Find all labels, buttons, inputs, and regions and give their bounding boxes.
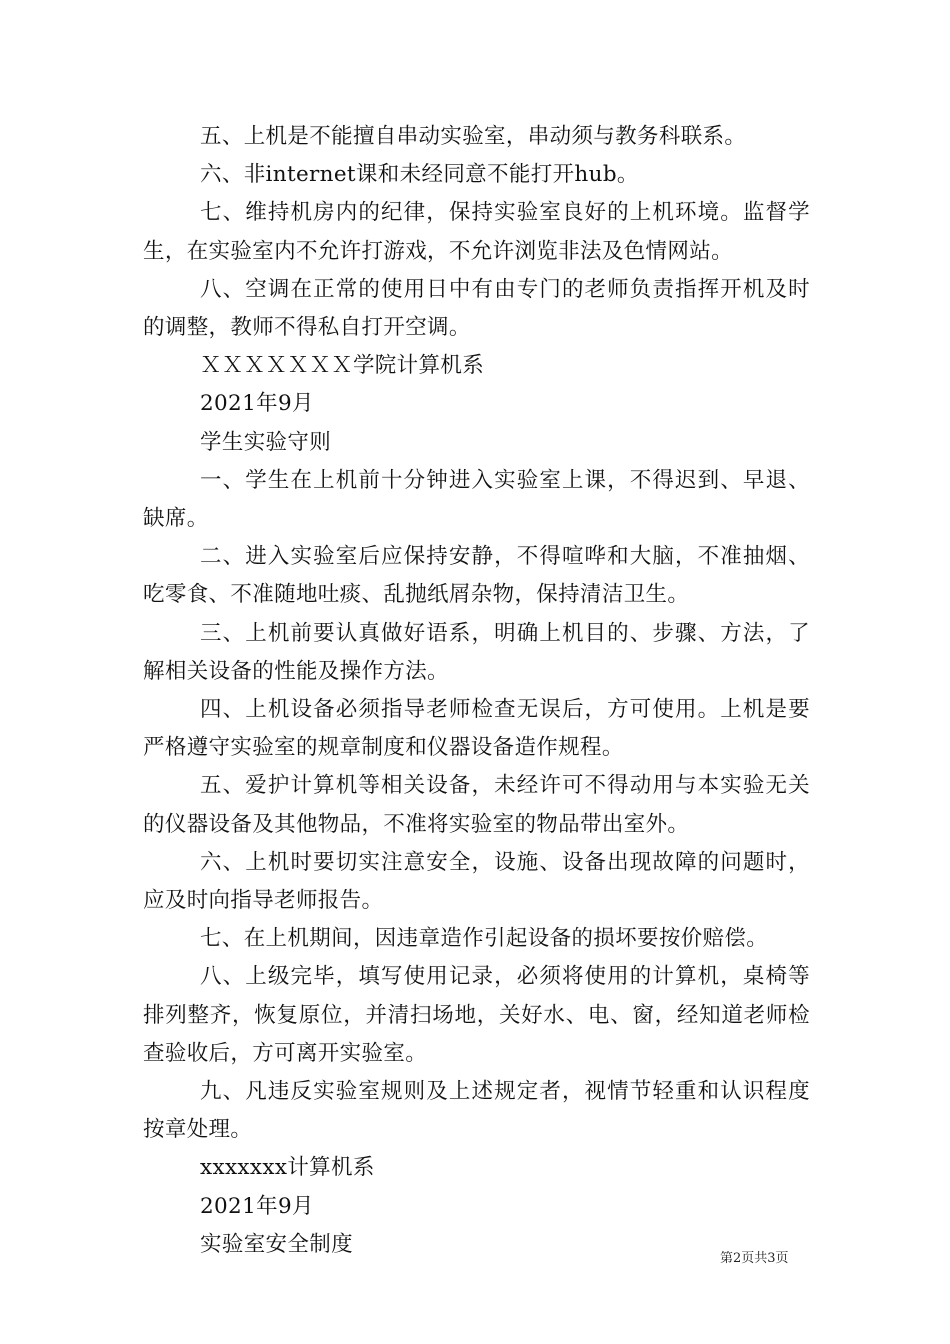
student-rule-2: 二、进入实验室后应保持安静，不得喧哗和大脑，不准抽烟、吃零食、不准随地吐痰、乱抛纸屑杂物，保持清洁卫生。 (143, 544, 810, 608)
student-rule-5: 五、爱护计算机等相关设备，未经许可不得动用与本实验无关的仪器设备及其他物品，不准将实验室的物品带出室外。 (143, 773, 810, 837)
paragraph-rule-5: 五、上机是不能擅自串动实验室，串动须与教务科联系。 (200, 124, 747, 149)
student-rule-3: 三、上机前要认真做好语系，明确上机目的、步骤、方法，了解相关设备的性能及操作方法。 (143, 620, 810, 684)
paragraph-rule-6: 六、非internet课和未经同意不能打开hub。 (200, 162, 639, 188)
section-title-student-rules: 学生实验守则 (200, 429, 332, 455)
section-title-safety-rules: 实验室安全制度 (200, 1231, 353, 1257)
signature-date: 2021年9月 (200, 391, 314, 417)
student-rule-8: 八、上级完毕，填写使用记录，必须将使用的计算机，桌椅等排列整齐，恢复原位，并清扫场地，关好水、电、窗，经知道老师检查验收后，方可离开实验室。 (143, 964, 810, 1066)
paragraph-rule-8: 八、空调在正常的使用日中有由专门的老师负责指挥开机及时的调整，教师不得私自打开空调。 (143, 276, 810, 341)
student-rule-4: 四、上机设备必须指导老师检查无误后，方可使用。上机是要严格遵守实验室的规章制度和仪器设备造作规程。 (143, 697, 810, 761)
signature-date-2: 2021年9月 (200, 1193, 314, 1219)
signature-department-2: xxxxxxx计算机系 (200, 1155, 375, 1181)
student-rule-6: 六、上机时要切实注意安全，设施、设备出现故障的问题时，应及时向指导老师报告。 (143, 849, 810, 914)
signature-department: ＸＸＸＸＸＸＸ学院计算机系 (200, 353, 485, 379)
document-body (143, 118, 810, 1264)
student-rule-9: 九、凡违反实验室规则及上述规定者，视情节轻重和认识程度按章处理。 (143, 1079, 810, 1143)
student-rule-7: 七、在上机期间，因违章造作引起设备的损坏要按价赔偿。 (200, 926, 769, 952)
paragraph-rule-7: 七、维持机房内的纪律，保持实验室良好的上机环境。监督学生，在实验室内不允许打游戏，不允许浏览非法及色情网站。 (143, 200, 810, 264)
page-number-footer: 第2页共3页 (720, 1251, 789, 1266)
student-rule-1: 一、学生在上机前十分钟进入实验室上课，不得迟到、早退、缺席。 (143, 467, 810, 532)
